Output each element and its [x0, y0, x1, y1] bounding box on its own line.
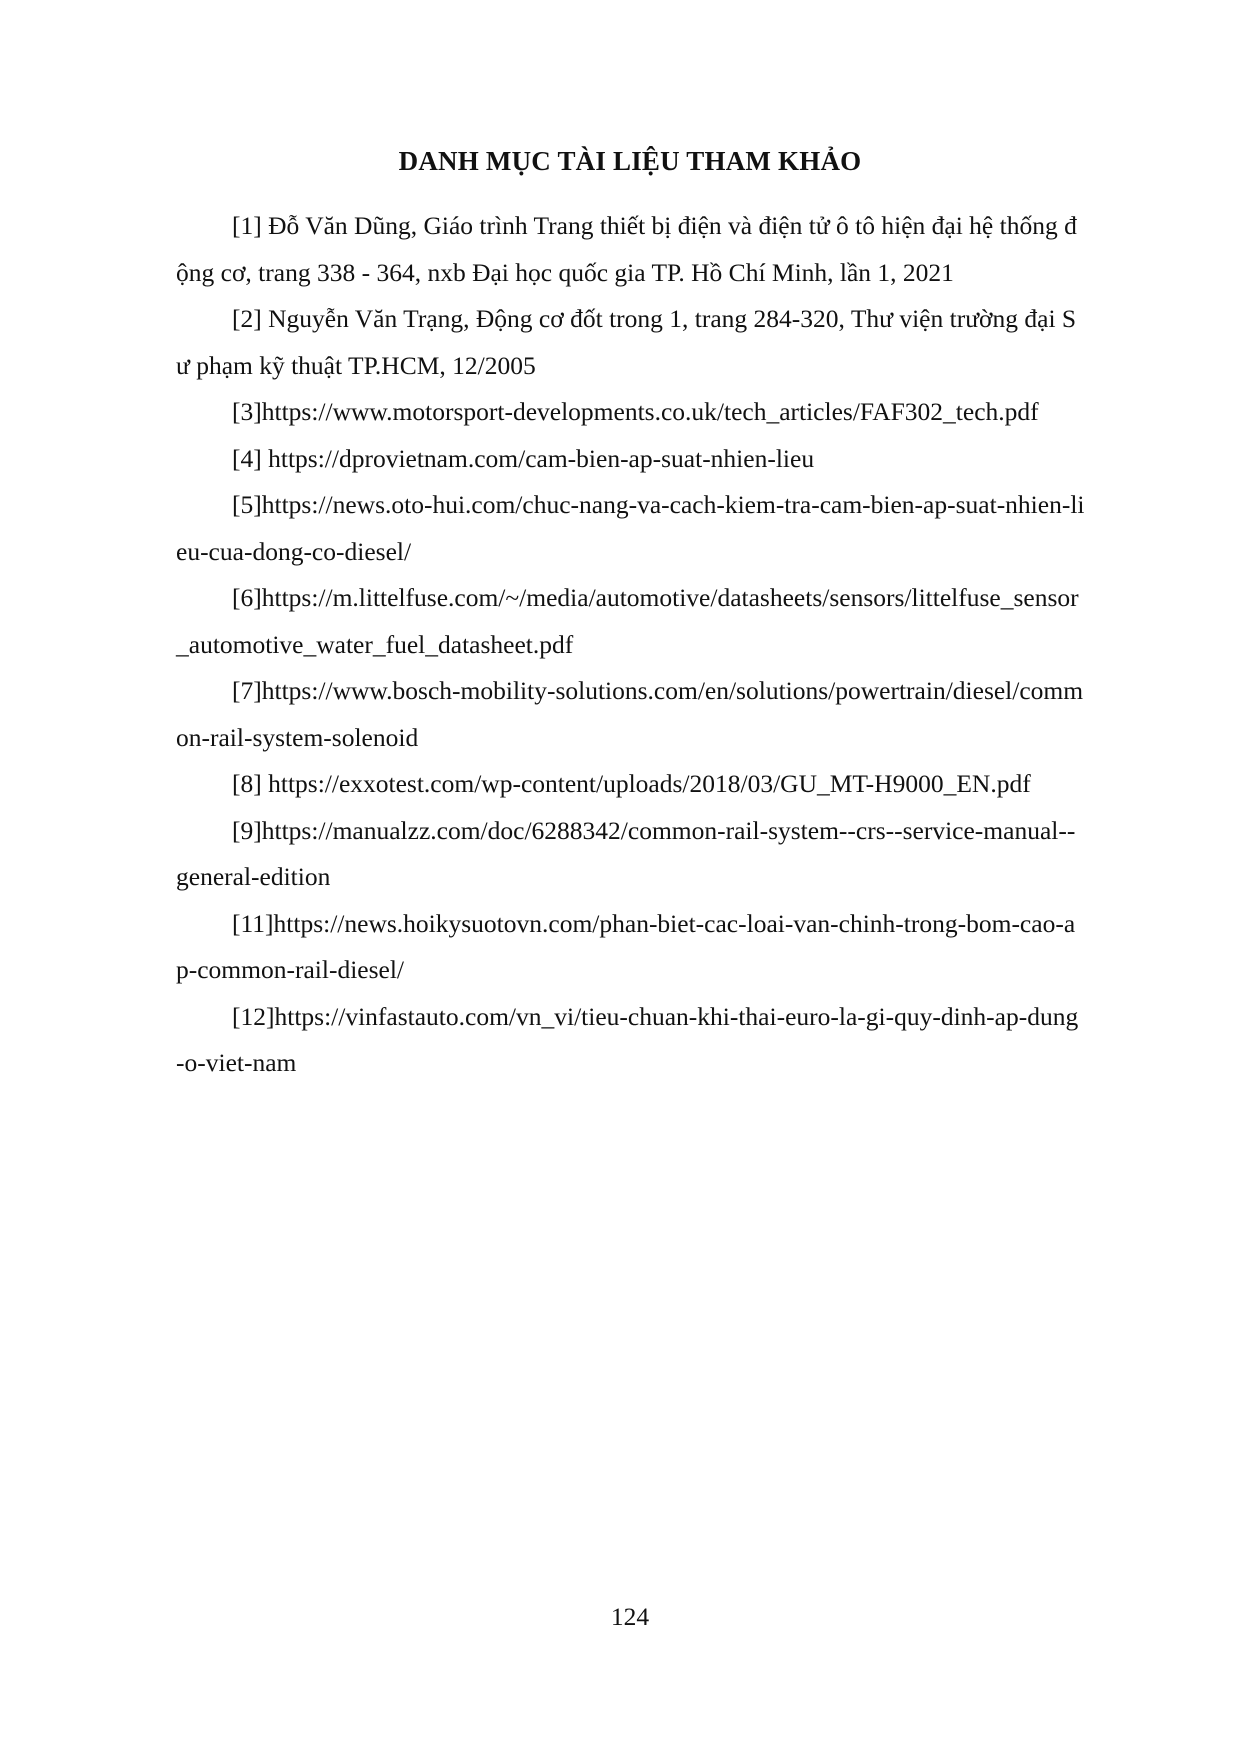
reference-item-1: [1] Đỗ Văn Dũng, Giáo trình Trang thiết bị điện và điện tử ô tô hiện đại hệ thống động cơ, trang 338 - 364, nxb Đại học quốc gia TP. Hồ Chí Minh, lần 1, 2021 — [176, 211, 1077, 287]
reference-item-6: [6]https://m.littelfuse.com/~/media/automotive/datasheets/sensors/littelfuse_sensor_automotive_water_fuel_datasheet.pdf — [176, 583, 1079, 659]
reference-item-2: [2] Nguyễn Văn Trạng, Động cơ đốt trong 1, trang 284-320, Thư viện trường đại Sư phạm kỹ thuật TP.HCM, 12/2005 — [176, 304, 1077, 380]
reference-item-4: [4] https://dprovietnam.com/cam-bien-ap-suat-nhien-lieu — [232, 443, 815, 473]
reference-list — [176, 203, 1086, 1087]
reference-item-9: [9]https://manualzz.com/doc/6288342/common-rail-system--crs--service-manual--general-edition — [176, 815, 1076, 891]
reference-item-11: [11]https://news.hoikysuotovn.com/phan-biet-cac-loai-van-chinh-trong-bom-cao-ap-common-rail-diesel/ — [176, 908, 1076, 984]
reference-item-7: [7]https://www.bosch-mobility-solutions.com/en/solutions/powertrain/diesel/common-rail-system-solenoid — [176, 676, 1084, 752]
page-number: 124 — [610, 1602, 650, 1631]
reference-item-8: [8] https://exxotest.com/wp-content/uploads/2018/03/GU_MT-H9000_EN.pdf — [232, 769, 1031, 798]
reference-item-3: [3]https://www.motorsport-developments.co.uk/tech_articles/FAF302_tech.pdf — [232, 397, 1039, 426]
reference-item-12: [12]https://vinfastauto.com/vn_vi/tieu-chuan-khi-thai-euro-la-gi-quy-dinh-ap-dung-o-viet-nam — [176, 1001, 1079, 1077]
page-title: DANH MỤC TÀI LIỆU THAM KHẢO — [398, 146, 862, 176]
reference-item-5: [5]https://news.oto-hui.com/chuc-nang-va-cach-kiem-tra-cam-bien-ap-suat-nhien-lieu-cua-dong-co-diesel/ — [176, 490, 1085, 566]
